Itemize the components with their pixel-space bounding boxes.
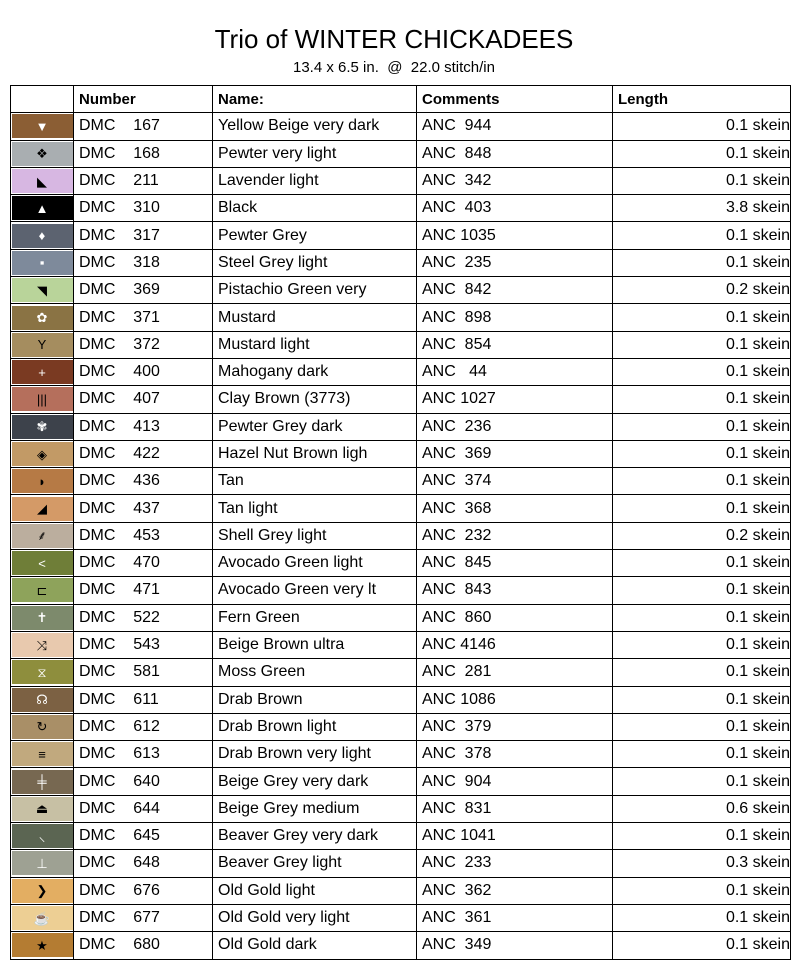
color-swatch (12, 278, 73, 302)
comments-cell: ANC 845 (417, 550, 613, 576)
color-swatch (12, 715, 73, 739)
stitch-symbol-icon: ▼ (35, 118, 49, 134)
symbol-cell (11, 687, 74, 713)
stitch-symbol-icon: ▪ (39, 255, 45, 271)
color-swatch (12, 742, 73, 766)
length-cell: 0.1 skein (613, 878, 791, 904)
table-row (11, 523, 791, 550)
stitch-symbol-icon: ♦ (38, 228, 46, 244)
number-cell: DMC 680 (74, 932, 213, 958)
table-row (11, 414, 791, 441)
number-cell: DMC 369 (74, 277, 213, 303)
name-cell: Clay Brown (3773) (213, 386, 417, 412)
name-cell: Tan (213, 468, 417, 494)
name-cell: Pewter very light (213, 141, 417, 167)
comments-cell: ANC 362 (417, 878, 613, 904)
number-cell: DMC 400 (74, 359, 213, 385)
color-swatch (12, 387, 73, 411)
color-swatch (12, 497, 73, 521)
name-cell: Lavender light (213, 168, 417, 194)
number-cell: DMC 371 (74, 304, 213, 330)
length-cell: 0.1 skein (613, 141, 791, 167)
color-swatch (12, 578, 73, 602)
name-cell: Beige Brown ultra (213, 632, 417, 658)
color-swatch (12, 169, 73, 193)
header-name: Name: (213, 86, 417, 112)
number-cell: DMC 648 (74, 850, 213, 876)
table-row (11, 932, 791, 959)
length-cell: 0.1 skein (613, 577, 791, 603)
page-title: Trio of WINTER CHICKADEES (214, 24, 574, 54)
length-cell: 0.2 skein (613, 277, 791, 303)
color-swatch (12, 933, 73, 957)
name-cell: Pewter Grey dark (213, 414, 417, 440)
table-row (11, 495, 791, 522)
stitch-symbol-icon: ⧖ (37, 664, 47, 680)
color-swatch (12, 906, 73, 930)
stitch-symbol-icon: ✝ (36, 610, 48, 626)
table-row (11, 632, 791, 659)
name-cell: Pistachio Green very (213, 277, 417, 303)
name-cell: Yellow Beige very dark (213, 113, 417, 139)
comments-cell: ANC 831 (417, 796, 613, 822)
name-cell: Hazel Nut Brown ligh (213, 441, 417, 467)
number-cell: DMC 453 (74, 523, 213, 549)
length-cell: 0.1 skein (613, 632, 791, 658)
table-row (11, 386, 791, 413)
stitch-symbol-icon: ▲ (35, 200, 49, 216)
comments-cell: ANC 236 (417, 414, 613, 440)
name-cell: Mahogany dark (213, 359, 417, 385)
header-number: Number (74, 86, 213, 112)
table-row (11, 332, 791, 359)
stitch-symbol-icon: < (38, 555, 46, 571)
length-cell: 0.1 skein (613, 168, 791, 194)
color-swatch (12, 469, 73, 493)
length-cell: 0.1 skein (613, 741, 791, 767)
color-swatch (12, 879, 73, 903)
symbol-cell (11, 495, 74, 521)
stitch-symbol-icon: Y (37, 337, 47, 353)
comments-cell: ANC 860 (417, 605, 613, 631)
table-row (11, 577, 791, 604)
stitch-symbol-icon: ◢ (37, 501, 47, 517)
number-cell: DMC 372 (74, 332, 213, 358)
stitch-symbol-icon: ⊥ (36, 855, 48, 871)
symbol-cell (11, 332, 74, 358)
stitch-symbol-icon: ⊏ (36, 582, 48, 598)
color-swatch (12, 142, 73, 166)
symbol-cell (11, 577, 74, 603)
number-cell: DMC 407 (74, 386, 213, 412)
symbol-cell (11, 195, 74, 221)
comments-cell: ANC 944 (417, 113, 613, 139)
length-cell: 0.1 skein (613, 687, 791, 713)
number-cell: DMC 522 (74, 605, 213, 631)
name-cell: Mustard light (213, 332, 417, 358)
page-subtitle: 13.4 x 6.5 in. @ 22.0 stitch/in (292, 59, 495, 76)
symbol-cell (11, 304, 74, 330)
length-cell: 0.2 skein (613, 523, 791, 549)
symbol-cell (11, 796, 74, 822)
comments-cell: ANC 898 (417, 304, 613, 330)
name-cell: Black (213, 195, 417, 221)
symbol-cell (11, 905, 74, 931)
comments-cell: ANC 1027 (417, 386, 613, 412)
name-cell: Avocado Green light (213, 550, 417, 576)
stitch-symbol-icon: ✿ (36, 310, 48, 326)
length-cell: 0.6 skein (613, 796, 791, 822)
comments-cell: ANC 1086 (417, 687, 613, 713)
name-cell: Moss Green (213, 659, 417, 685)
table-row (11, 741, 791, 768)
length-cell: 0.1 skein (613, 304, 791, 330)
table-body (11, 113, 791, 959)
length-cell: 0.1 skein (613, 386, 791, 412)
length-cell: 0.3 skein (613, 850, 791, 876)
stitch-symbol-icon: ◣ (37, 173, 47, 189)
symbol-cell (11, 605, 74, 631)
table-row (11, 441, 791, 468)
number-cell: DMC 168 (74, 141, 213, 167)
stitch-symbol-icon: ☕ (33, 910, 51, 926)
comments-cell: ANC 342 (417, 168, 613, 194)
table-row (11, 687, 791, 714)
number-cell: DMC 471 (74, 577, 213, 603)
number-cell: DMC 676 (74, 878, 213, 904)
comments-cell: ANC 281 (417, 659, 613, 685)
length-cell: 0.1 skein (613, 250, 791, 276)
color-swatch (12, 551, 73, 575)
length-cell: 0.1 skein (613, 550, 791, 576)
color-swatch (12, 333, 73, 357)
table-row (11, 905, 791, 932)
number-cell: DMC 436 (74, 468, 213, 494)
number-cell: DMC 437 (74, 495, 213, 521)
comments-cell: ANC 854 (417, 332, 613, 358)
color-swatch (12, 688, 73, 712)
thread-table (10, 85, 791, 960)
table-row (11, 850, 791, 877)
table-row (11, 878, 791, 905)
number-cell: DMC 543 (74, 632, 213, 658)
color-swatch (12, 633, 73, 657)
stitch-symbol-icon: ╪ (37, 774, 47, 790)
table-row (11, 605, 791, 632)
symbol-cell (11, 468, 74, 494)
table-row (11, 222, 791, 249)
symbol-cell (11, 768, 74, 794)
comments-cell: ANC 4146 (417, 632, 613, 658)
color-swatch (12, 851, 73, 875)
number-cell: DMC 644 (74, 796, 213, 822)
stitch-symbol-icon: ☊ (36, 692, 48, 708)
table-row (11, 277, 791, 304)
symbol-cell (11, 222, 74, 248)
table-header (11, 86, 791, 113)
color-swatch (12, 606, 73, 630)
name-cell: Beige Grey medium (213, 796, 417, 822)
comments-cell: ANC 44 (417, 359, 613, 385)
name-cell: Steel Grey light (213, 250, 417, 276)
table-row (11, 168, 791, 195)
length-cell: 0.1 skein (613, 222, 791, 248)
table-row (11, 823, 791, 850)
comments-cell: ANC 843 (417, 577, 613, 603)
comments-cell: ANC 1041 (417, 823, 613, 849)
comments-cell: ANC 361 (417, 905, 613, 931)
name-cell: Drab Brown (213, 687, 417, 713)
symbol-cell (11, 250, 74, 276)
length-cell: 0.1 skein (613, 495, 791, 521)
comments-cell: ANC 368 (417, 495, 613, 521)
stitch-symbol-icon: ⸜ (38, 828, 46, 844)
number-cell: DMC 317 (74, 222, 213, 248)
comments-cell: ANC 379 (417, 714, 613, 740)
number-cell: DMC 581 (74, 659, 213, 685)
comments-cell: ANC 374 (417, 468, 613, 494)
color-swatch (12, 306, 73, 330)
symbol-cell (11, 932, 74, 958)
stitch-symbol-icon: ◗ (38, 473, 46, 489)
name-cell: Fern Green (213, 605, 417, 631)
color-swatch (12, 797, 73, 821)
color-swatch (12, 770, 73, 794)
symbol-cell (11, 741, 74, 767)
symbol-cell (11, 823, 74, 849)
symbol-cell (11, 441, 74, 467)
stitch-symbol-icon: ◈ (37, 446, 47, 462)
comments-cell: ANC 1035 (417, 222, 613, 248)
name-cell: Drab Brown very light (213, 741, 417, 767)
table-row (11, 550, 791, 577)
stitch-symbol-icon: ||| (36, 391, 48, 407)
table-row (11, 796, 791, 823)
length-cell: 0.1 skein (613, 823, 791, 849)
color-swatch (12, 824, 73, 848)
header-comments: Comments (417, 86, 613, 112)
table-row (11, 195, 791, 222)
stitch-symbol-icon: ◥ (37, 282, 47, 298)
name-cell: Tan light (213, 495, 417, 521)
color-swatch (12, 660, 73, 684)
header-length: Length (613, 86, 791, 112)
length-cell: 0.1 skein (613, 905, 791, 931)
name-cell: Pewter Grey (213, 222, 417, 248)
stitch-symbol-icon: ⏏ (35, 801, 49, 817)
header-symbol (11, 86, 74, 112)
comments-cell: ANC 842 (417, 277, 613, 303)
table-row (11, 659, 791, 686)
symbol-cell (11, 878, 74, 904)
length-cell: 0.1 skein (613, 468, 791, 494)
comments-cell: ANC 233 (417, 850, 613, 876)
number-cell: DMC 645 (74, 823, 213, 849)
length-cell: 0.1 skein (613, 414, 791, 440)
table-row (11, 250, 791, 277)
symbol-cell (11, 141, 74, 167)
name-cell: Old Gold light (213, 878, 417, 904)
symbol-cell (11, 359, 74, 385)
name-cell: Old Gold very light (213, 905, 417, 931)
length-cell: 0.1 skein (613, 659, 791, 685)
table-row (11, 468, 791, 495)
length-cell: 0.1 skein (613, 714, 791, 740)
comments-cell: ANC 904 (417, 768, 613, 794)
color-swatch (12, 114, 73, 138)
stitch-symbol-icon: ⸙ (37, 528, 47, 544)
length-cell: 0.1 skein (613, 605, 791, 631)
length-cell: 0.1 skein (613, 768, 791, 794)
length-cell: 0.1 skein (613, 359, 791, 385)
color-swatch (12, 196, 73, 220)
length-cell: 0.1 skein (613, 113, 791, 139)
number-cell: DMC 640 (74, 768, 213, 794)
symbol-cell (11, 550, 74, 576)
stitch-symbol-icon: ★ (36, 937, 48, 953)
symbol-cell (11, 168, 74, 194)
number-cell: DMC 318 (74, 250, 213, 276)
table-row (11, 359, 791, 386)
number-cell: DMC 413 (74, 414, 213, 440)
comments-cell: ANC 232 (417, 523, 613, 549)
name-cell: Beaver Grey light (213, 850, 417, 876)
number-cell: DMC 211 (74, 168, 213, 194)
comments-cell: ANC 349 (417, 932, 613, 958)
symbol-cell (11, 113, 74, 139)
number-cell: DMC 470 (74, 550, 213, 576)
number-cell: DMC 167 (74, 113, 213, 139)
number-cell: DMC 613 (74, 741, 213, 767)
length-cell: 0.1 skein (613, 332, 791, 358)
name-cell: Old Gold dark (213, 932, 417, 958)
length-cell: 0.1 skein (613, 932, 791, 958)
length-cell: 0.1 skein (613, 441, 791, 467)
symbol-cell (11, 414, 74, 440)
color-swatch (12, 442, 73, 466)
stitch-symbol-icon: ≡ (38, 746, 46, 762)
table-row (11, 714, 791, 741)
stitch-symbol-icon: ↻ (36, 719, 48, 735)
comments-cell: ANC 403 (417, 195, 613, 221)
comments-cell: ANC 848 (417, 141, 613, 167)
length-cell: 3.8 skein (613, 195, 791, 221)
name-cell: Beaver Grey very dark (213, 823, 417, 849)
number-cell: DMC 612 (74, 714, 213, 740)
symbol-cell (11, 850, 74, 876)
number-cell: DMC 310 (74, 195, 213, 221)
symbol-cell (11, 632, 74, 658)
symbol-cell (11, 386, 74, 412)
number-cell: DMC 611 (74, 687, 213, 713)
name-cell: Mustard (213, 304, 417, 330)
stitch-symbol-icon: + (38, 364, 46, 380)
table-row (11, 141, 791, 168)
symbol-cell (11, 277, 74, 303)
table-row (11, 113, 791, 140)
symbol-cell (11, 659, 74, 685)
name-cell: Drab Brown light (213, 714, 417, 740)
number-cell: DMC 422 (74, 441, 213, 467)
table-row (11, 768, 791, 795)
color-swatch (12, 524, 73, 548)
stitch-symbol-icon: ⤨ (36, 637, 48, 653)
comments-cell: ANC 369 (417, 441, 613, 467)
color-swatch (12, 224, 73, 248)
color-swatch (12, 415, 73, 439)
symbol-cell (11, 523, 74, 549)
name-cell: Beige Grey very dark (213, 768, 417, 794)
name-cell: Shell Grey light (213, 523, 417, 549)
comments-cell: ANC 235 (417, 250, 613, 276)
stitch-symbol-icon: ❖ (36, 146, 48, 162)
table-row (11, 304, 791, 331)
color-swatch (12, 251, 73, 275)
color-swatch (12, 360, 73, 384)
number-cell: DMC 677 (74, 905, 213, 931)
symbol-cell (11, 714, 74, 740)
stitch-symbol-icon: ✾ (36, 419, 48, 435)
name-cell: Avocado Green very lt (213, 577, 417, 603)
stitch-symbol-icon: ❯ (36, 883, 48, 899)
comments-cell: ANC 378 (417, 741, 613, 767)
